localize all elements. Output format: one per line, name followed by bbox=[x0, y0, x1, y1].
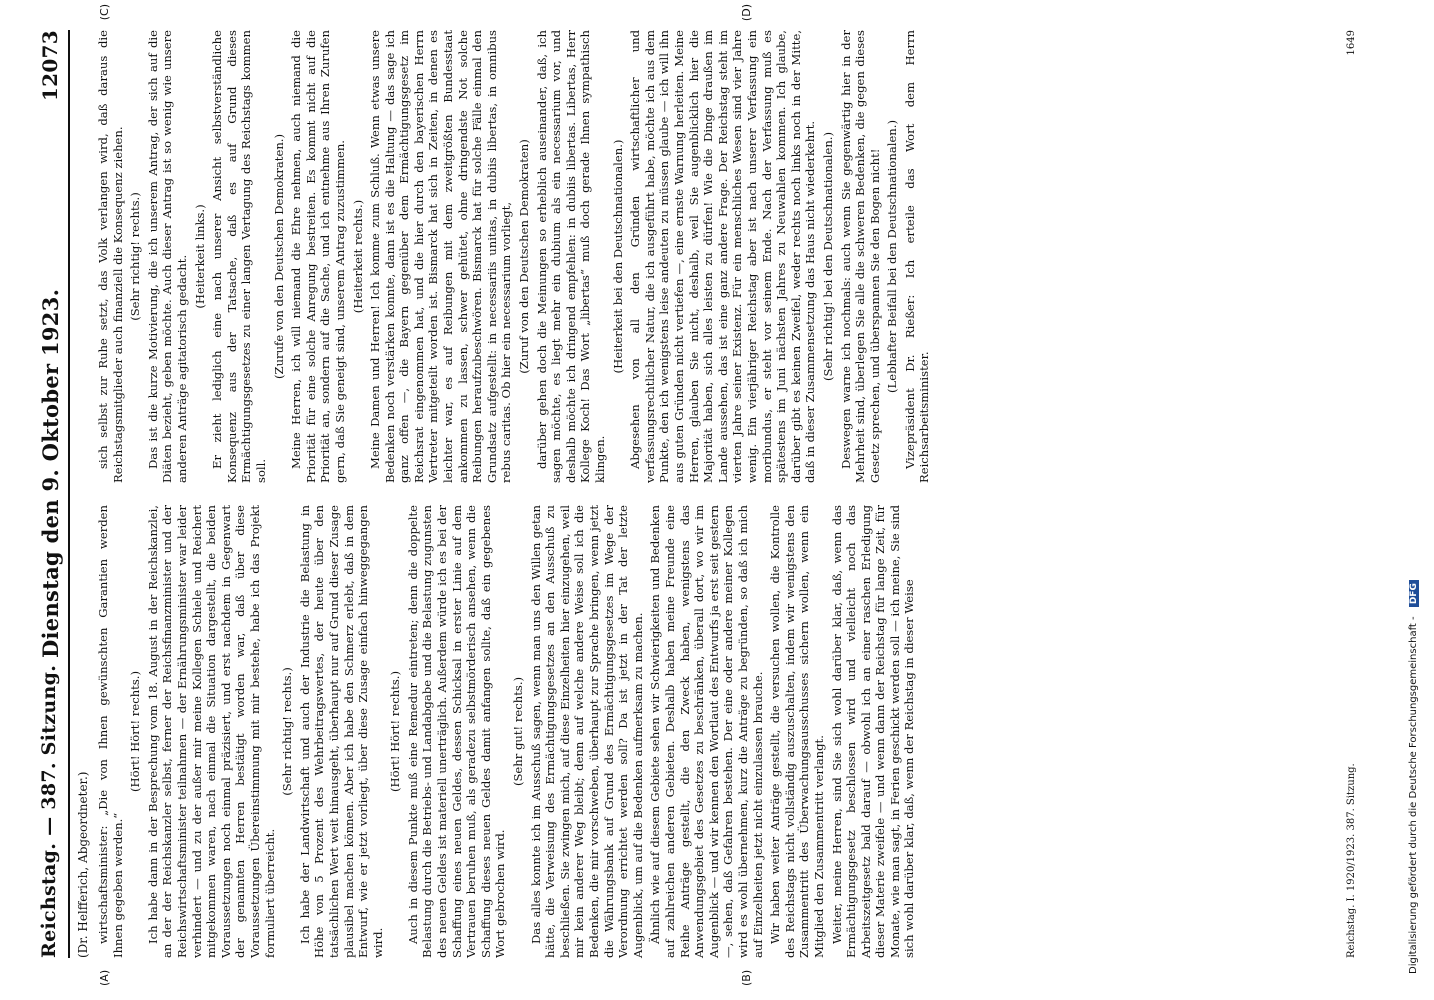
credit-text: Digitalisierung gefördert durch die Deutsche Forschungsgemeinschaft - bbox=[1408, 616, 1419, 974]
interjection: (Sehr richtig! rechts.) bbox=[128, 192, 143, 321]
text-columns bbox=[96, 30, 1360, 958]
paragraph: Weiter, meine Herren, sind Sie sich wohl darüber klar, daß, wenn das Ermächtigungsgesetz beschlossen wird und vielleicht noch das Arbeitszeitgesetz bald darauf — obwohl ich an einer raschen Erledigung dieser Materie zweifele — und wenn dann der Reichstag für lange Zeit, für Monate, wie man sagt, in Ferien geschickt werden soll — ich meine, Sie sind sich wohl darüber klar, daß, wenn der Reichstag in dieser Weise bbox=[829, 505, 917, 958]
paragraph: Abgesehen von all den Gründen wirtschaftlicher und verfassungsrechtlicher Natur, die ich ausgeführt habe, möchte ich aus dem Punkte, den ich wenigstens leise andeuten zu müssen glaube — ich will ihn aus guten Gründen nicht vertiefen —, eine ernste Warnung herleiten. Meine Herren, glauben Sie nicht, deshalb, weil Sie augenblicklich hier die Majorität haben, sich alles leisten zu dürfen! Wie die Dinge draußen im Lande aussehen, das ist eine ganz andere Frage. Der Reichstag steht im vierten Jahre seiner Existenz. Für ein menschliches Wesen sind vier Jahre wenig. Ein vierjähriger Reichstag aber ist nach unserer Verfassung ein moribundus, er steht vor seinem Ende. Nach der Verfassung muß es spätestens im Juni nächsten Jahres zu Neuwahlen kommen. Ich glaube, darüber gibt es keinen Zweifel, weder rechts noch links noch in der Mitte, daß in dieser Zusammensetzung das Haus nicht wiederkehrt. bbox=[628, 30, 818, 483]
page-header bbox=[36, 30, 70, 958]
margin-mark-a: (A) bbox=[98, 969, 111, 986]
paragraph: Das alles konnte ich im Ausschuß sagen, wenn man uns den Willen getan hätte, die Verweisung des Ermächtigungsgesetzes an den Ausschuß zu beschließen. Sie zwingen mich, auf diese Einzelheiten hier einzugehen, weil mir kein anderer Weg bleibt; denn auf welche andere Weise soll ich die Bedenken, die mir vorschweben, überhaupt zur Sprache bringen, wenn jetzt die Währungsbank auf Grund des Ermächtigungsgesetzes im Wege der Verordnung errichtet werden soll? Da ist jetzt in der Tat der letzte Augenblick, um auf die Bedenken aufmerksam zu machen. bbox=[528, 505, 645, 958]
interjection: (Sehr richtig! rechts.) bbox=[280, 667, 295, 796]
column-footer: Reichstag. I. 1920/1923. 387. Sitzung. bbox=[1346, 763, 1357, 958]
paragraph: Ich habe dann in der Besprechung vom 18. August in der Reichskanzlei, an der der Reichskanzler selbst, ferner der Reichsfinanzminister und der Reichswirtschaftsminister teilnahmen — der Ernährungsminister war leider verhindert — und zu der außer mir meine Kollegen Schiele und Reichert mitgekommen waren, nach einmal die Situation dargestellt, die beiden Voraussetzungen noch einmal präzisiert, und erst nachdem in Gegenwart der genannten Herren bestätigt worden war, daß über diese Voraussetzungen Übereinstimmung mit mir bestehe, habe ich das Projekt formuliert überreicht. bbox=[145, 505, 277, 958]
column-footer: 1649 bbox=[1346, 30, 1357, 56]
paragraph: Das ist die kurze Motivierung, die ich unserem Antrag, der sich auf die Diäten bezieht, geben möchte. Auch dieser Antrag ist so wenig wie unsere anderen Anträge agitatorisch gedacht. bbox=[145, 30, 189, 483]
paragraph: Meine Damen und Herren! Ich komme zum Schluß. Wenn etwas unsere Bedenken noch verstärken konnte, dann ist es die Haltung — das sage ich ganz offen —, die Bayern gegenüber dem Ermächtigungsgesetz im Reichsrat eingenommen hat, und die hier durch den bayerischen Herrn Vertreter mitgeteilt worden ist. Bismarck hat sich in Zeiten, in denen es leichter war, es auf Reibungen mit dem zweitgrößten Bundesstaat ankommen zu lassen, schwer gehütet, ohne dringendste Not solche Reibungen heraufzubeschwören. Bismarck hat für solche Fälle einmal den Grundsatz aufgestellt: in necessariis unitas, in dubiis libertas, in omnibus rebus caritas. Ob hier ein necessarium vorliegt, bbox=[368, 30, 514, 483]
paragraph: Auch in diesem Punkte muß eine Remedur eintreten; denn die doppelte Belastung durch die Betriebs- und Landabgabe und die Belastung zugunsten des neuen Geldes ist materiell unerträglich. Außerdem würde ich es bei der Schaffung eines neuen Geldes, dessen Schicksal in erster Linie auf dem Vertrauen beruhen muß, als geradezu selbstmörderisch ansehen, wenn die Schaffung dieses neuen Geldes damit anfangen sollte, daß ein gegebenes Wort gebrochen wird. bbox=[405, 505, 508, 958]
interjection: (Lebhafter Beifall bei den Deutschnationalen.) bbox=[885, 120, 900, 393]
interjection: (Heiterkeit bei den Deutschnationalen.) bbox=[610, 139, 625, 374]
left-column bbox=[96, 505, 1360, 958]
paragraph: darüber gehen doch die Meinungen so erheblich auseinander, daß, ich sagen möchte, es liegt mehr ein dubium als ein necessarium vor, und deshalb möchte ich dringend empfehlen: in dubiis libertas. Libertas, Herr Kollege Koch! Das Wort „libertas“ muß doch gerade Ihnen sympathisch klingen. bbox=[534, 30, 607, 483]
right-column bbox=[96, 30, 1360, 483]
dfg-logo: DFG bbox=[1409, 580, 1419, 607]
interjection: (Zurufe von den Deutschen Demokraten.) bbox=[271, 133, 286, 380]
interjection: (Zuruf von den Deutschen Demokraten) bbox=[517, 139, 532, 374]
header-session: Reichstag. — 387. Sitzung. bbox=[38, 664, 60, 958]
paragraph: Wir haben weiter Anträge gestellt, die versuchen wollen, die Kontrolle des Reichstags nicht vollständig auszuschalten, indem wir wenigstens den Zusammentritt des Überwachungsausschusses sichern wollen, wenn ein Mitglied den Zusammentritt verlangt. bbox=[768, 505, 826, 958]
paragraph: Vizepräsident Dr. Rießer: Ich erteile das Wort dem Herrn Reichsarbeitsminister. bbox=[902, 30, 932, 483]
paragraph: Ich habe der Landwirtschaft und auch der Industrie die Belastung in Höhe von 5 Prozent des Wehrbeitragswertes, der heute über den tatsächlichen Wert weit hinausgeht, überhaupt nur auf Grund dieser Zusage plausibel machen können. Aber ich habe den Schmerz erlebt, daß in dem Entwurf, wie er jetzt vorliegt, über diese Zusage einfach hinweggegangen wird. bbox=[297, 505, 385, 958]
paragraph: Er zieht lediglich eine nach unserer Ansicht selbstverständliche Konsequenz aus der Tatsache, daß es auf Grund dieses Ermächtigungsgesetzes zu einer langen Vertagung des Reichstags kommen soll. bbox=[210, 30, 268, 483]
interjection: (Heiterkeit rechts.) bbox=[350, 199, 365, 314]
paragraph: sich selbst zur Ruhe setzt, das Volk verlangen wird, daß daraus die Reichstagsmitglieder auch finanziell die Konsequenz ziehen. bbox=[96, 30, 125, 483]
page-number: 12073 bbox=[38, 30, 62, 102]
interjection: (Sehr richtig! bei den Deutschnationalen.) bbox=[820, 131, 835, 382]
interjection: (Hört! Hört! rechts.) bbox=[388, 671, 403, 792]
speaker-tag: (Dr. Helfferich, Abgeordneter.) bbox=[76, 771, 90, 958]
margin-mark-c: (C) bbox=[98, 4, 111, 21]
interjection: (Hört! Hört! rechts.) bbox=[128, 671, 143, 792]
paragraph: Meine Herren, ich will niemand die Ehre nehmen, auch niemand die Priorität für eine solche Anregung bestreiten. Es kommt nicht auf die Priorität an, sondern auf die Sache, und ich entnehme aus Ihren Zurufen gern, daß Sie geneigt sind, unserem Antrag zuzustimmen. bbox=[289, 30, 347, 483]
paragraph: wirtschaftsminister: „Die von Ihnen gewünschten Garantien werden Ihnen gegeben werden.“ bbox=[96, 505, 125, 958]
header-date: Dienstag den 9. Oktober 1923. bbox=[38, 288, 63, 658]
paragraph: Ähnlich wie auf diesem Gebiete sehen wir Schwierigkeiten und Bedenken auf zahlreichen anderen Gebieten. Deshalb haben meine Freunde eine Reihe Anträge gestellt, die den Zweck haben, wenigstens das Anwendungsgebiet des Gesetzes zu beschränken, überall dort, wo wir im Augenblick — und wir kennen den Wortlaut des Entwurfs ja erst seit gestern —, sehen, daß Gefahren bestehen. Der eine oder andere meiner Kollegen wird es wohl übernehmen, kurz die Anträge zu begründen, so daß ich mich auf Einzelheiten jetzt nicht einzulassen brauche. bbox=[648, 505, 765, 958]
margin-mark-b: (B) bbox=[740, 969, 753, 986]
digitization-credit bbox=[1408, 14, 1430, 974]
interjection: (Heiterkeit links.) bbox=[192, 204, 207, 309]
paragraph: Deswegen warne ich nochmals: auch wenn Sie gegenwärtig hier in der Mehrheit sind, überlegen Sie alle die schweren Bedenken, die gegen dieses Gesetz sprechen, und überspannen Sie den Bogen nicht! bbox=[838, 30, 882, 483]
margin-mark-d: (D) bbox=[740, 4, 753, 22]
interjection: (Sehr gut! rechts.) bbox=[511, 676, 526, 787]
